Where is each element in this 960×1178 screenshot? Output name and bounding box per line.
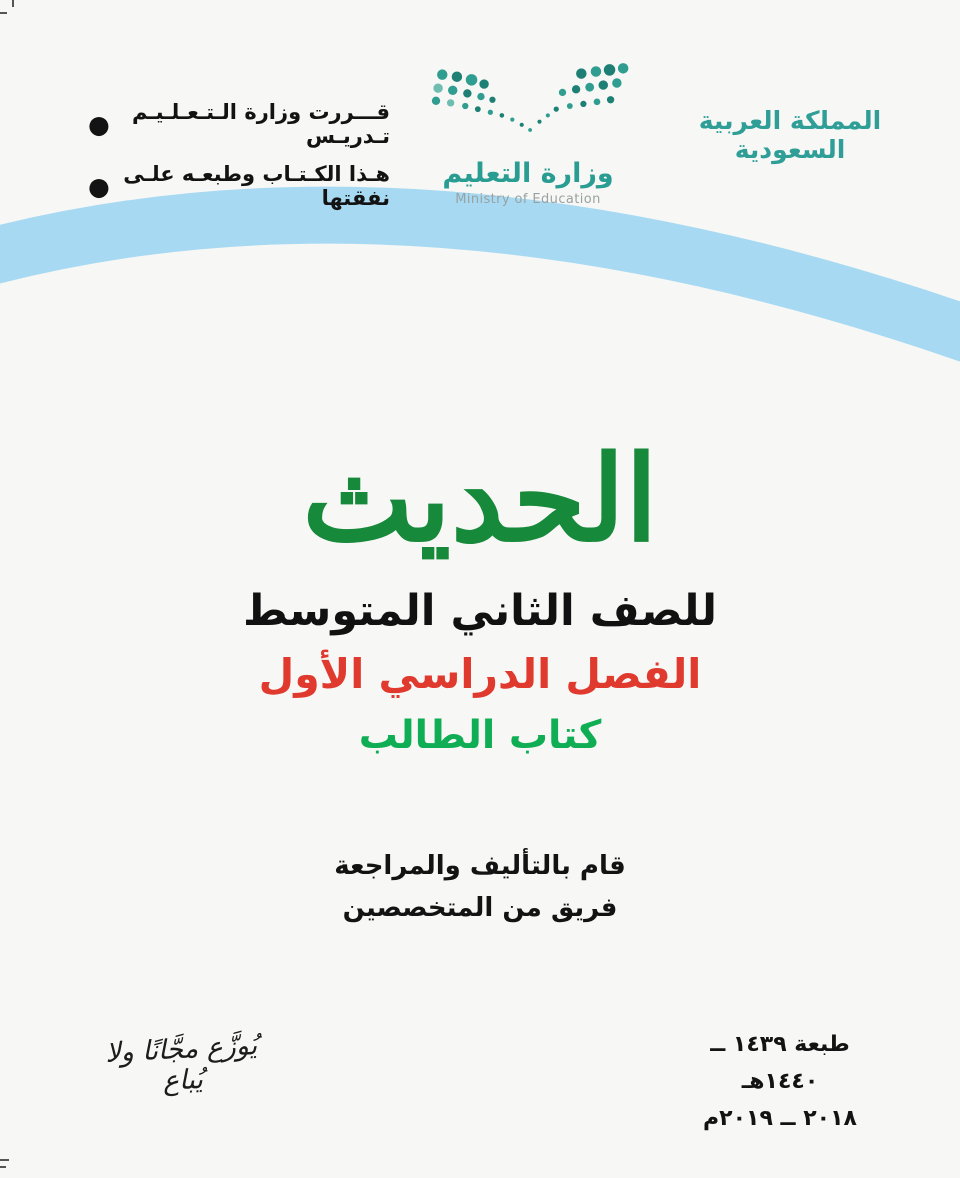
ministry-logo [402,60,654,207]
decree-line2-text: هـذا الكـتـاب وطبعـه علـى نفقتها [123,162,390,210]
book-type-label: كتاب الطالب [358,713,602,758]
country-name: المملكة العربية السعودية [698,106,882,164]
bullet-icon: ● [88,171,110,201]
crop-mark [0,12,7,14]
ministry-logo-dots-icon [422,60,634,152]
decree-line1-text: قـــررت وزارة الـتـعـلـيـم تـدريـس [132,100,390,148]
distribution-note: يُوزَّع مجَّانًا ولا يُباع [104,1030,258,1098]
decree-line [88,100,390,148]
crop-mark [12,0,14,7]
grade-level: للصف الثاني المتوسط [242,586,717,636]
decree-statement [88,100,390,224]
crop-mark [0,1159,9,1161]
decree-line [88,162,390,210]
authors-block [0,845,960,929]
semester-label: الفصل الدراسي الأول [258,650,702,698]
authors-line1: قام بالتأليف والمراجعة [334,851,626,881]
crop-mark [0,1166,6,1168]
edition-hijri: طبعة ١٤٣٩ ــ ١٤٤٠هـ [710,1032,850,1094]
ministry-name-english: Ministry of Education [455,192,601,207]
ministry-name-arabic: وزارة التعليم [442,158,614,189]
book-title: الحديث [302,429,658,568]
authors-line2: فريق من المتخصصين [342,893,618,923]
edition-block [670,1026,890,1137]
bullet-icon: ● [88,109,110,139]
edition-gregorian: ٢٠١٨ ــ ٢٠١٩م [703,1106,857,1131]
